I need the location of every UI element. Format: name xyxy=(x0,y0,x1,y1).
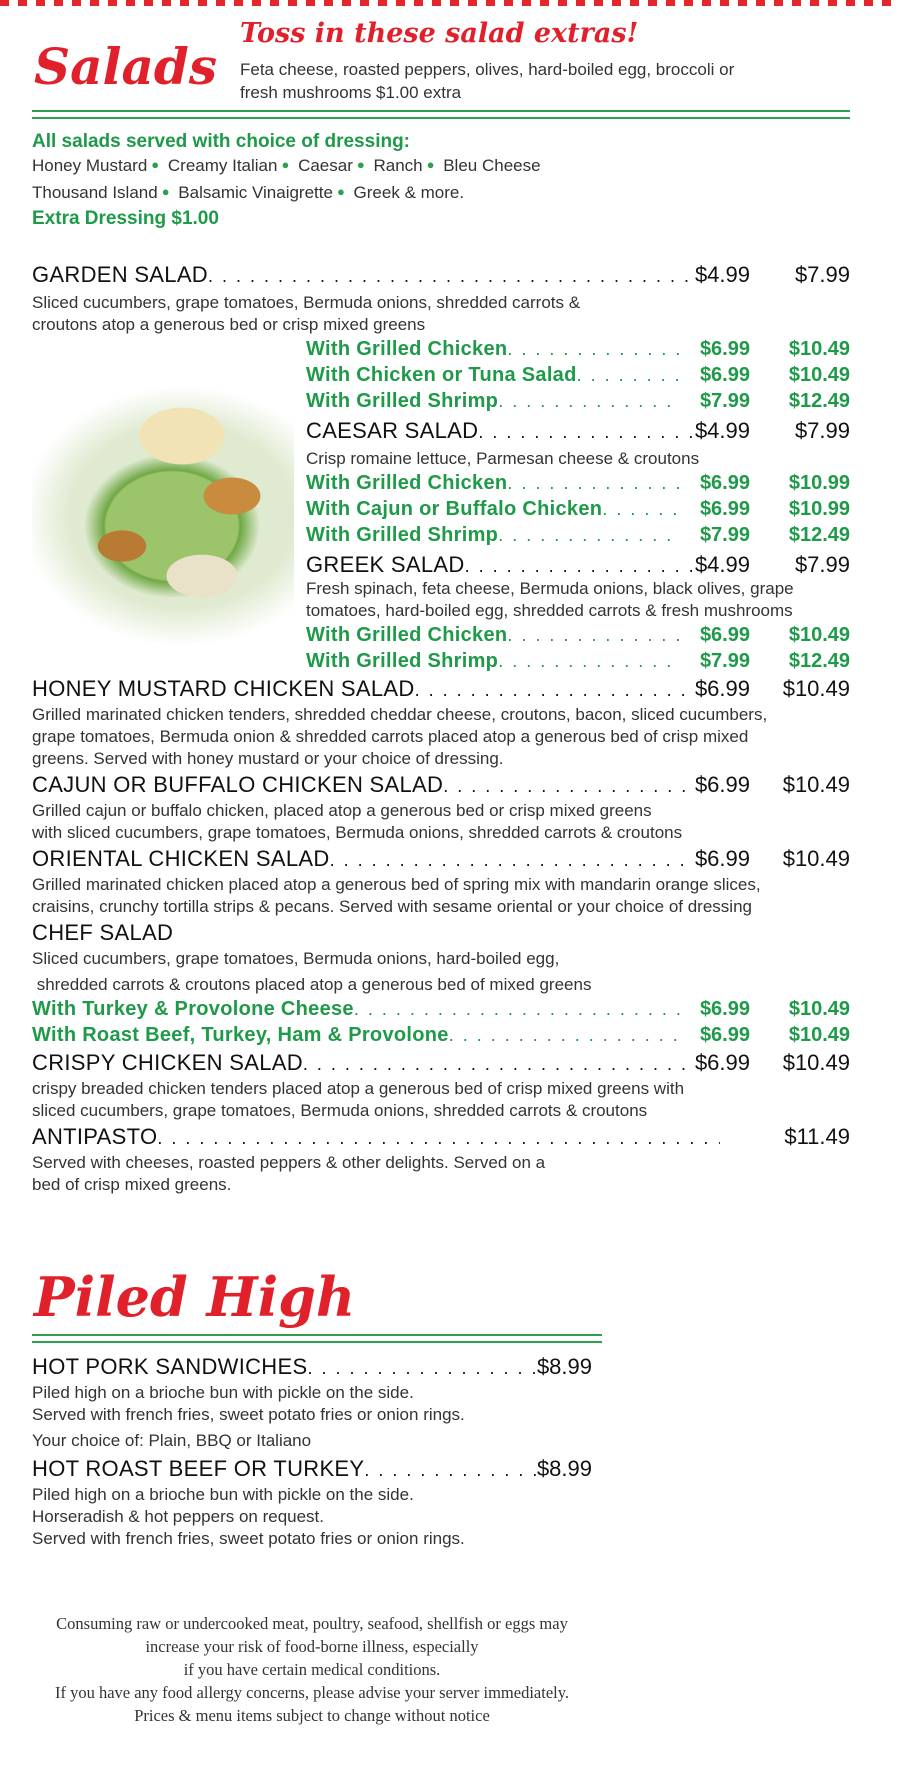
price-small: $6.99 xyxy=(699,364,750,386)
dot-leader xyxy=(507,473,680,494)
price-large: $10.49 xyxy=(782,676,850,701)
description-line: bed of crisp mixed greens. xyxy=(32,1175,232,1194)
disclaimer-line: Prices & menu items subject to change without notice xyxy=(134,1706,490,1725)
add-on-name: With Grilled Shrimp xyxy=(306,524,499,546)
dot-leader xyxy=(449,1025,680,1046)
price-large: $10.49 xyxy=(788,1024,850,1046)
disclaimer-line: if you have certain medical conditions. xyxy=(183,1660,441,1679)
dot-leader xyxy=(307,1358,537,1379)
price-large: $12.49 xyxy=(788,524,850,546)
item-description xyxy=(306,448,699,470)
item-name: GARDEN SALAD xyxy=(32,262,208,287)
dot-leader xyxy=(507,339,680,360)
price-small: $7.99 xyxy=(699,390,750,412)
section-rule xyxy=(32,1334,602,1343)
price: $8.99 xyxy=(536,1354,592,1379)
add-on-row xyxy=(32,998,850,1024)
dot-leader xyxy=(415,680,695,701)
price-small: $6.99 xyxy=(699,624,750,646)
menu-item-crispy-chicken-salad xyxy=(32,1050,850,1076)
dot-leader xyxy=(577,365,680,386)
item-name: GREEK SALAD xyxy=(306,552,465,577)
dot-leader xyxy=(498,651,680,672)
dot-leader xyxy=(364,1460,537,1481)
price-large: $10.49 xyxy=(782,846,850,871)
description-line: Served with french fries, sweet potato fries or onion rings. xyxy=(32,1405,465,1424)
description-line: greens. Served with honey mustard or your choice of dressing. xyxy=(32,749,504,768)
price-large: $10.49 xyxy=(788,998,850,1020)
menu-item-oriental-chicken-salad xyxy=(32,846,850,872)
price-large: $10.49 xyxy=(788,364,850,386)
price-large: $10.49 xyxy=(788,624,850,646)
menu-item-hot-roast-beef-turkey xyxy=(32,1456,592,1482)
description-line: Horseradish & hot peppers on request. xyxy=(32,1507,325,1526)
bullet-icon: ● xyxy=(161,184,170,199)
price-small: $4.99 xyxy=(694,262,750,287)
item-name: ORIENTAL CHICKEN SALAD xyxy=(32,846,330,871)
price-small: $6.99 xyxy=(699,998,750,1020)
dot-leader xyxy=(478,422,695,443)
price-large: $7.99 xyxy=(794,552,850,577)
add-on-row xyxy=(306,364,850,390)
description-line: with sliced cucumbers, grape tomatoes, Bermuda onions, shredded carrots & croutons xyxy=(32,823,683,842)
dot-leader xyxy=(507,625,680,646)
description-line: Served with cheeses, roasted peppers & other delights. Served on a xyxy=(32,1153,546,1172)
add-on-name: With Chicken or Tuna Salad xyxy=(306,364,577,386)
bullet-icon: ● xyxy=(336,184,345,199)
price-small: $7.99 xyxy=(699,524,750,546)
bullet-icon: ● xyxy=(356,157,365,172)
item-description xyxy=(32,800,682,844)
food-safety-disclaimer xyxy=(22,1612,602,1727)
dot-leader xyxy=(443,776,695,797)
dot-leader xyxy=(465,556,695,577)
description-line: Crisp romaine lettuce, Parmesan cheese & croutons xyxy=(306,449,700,468)
price-small: $6.99 xyxy=(694,1050,750,1075)
price-large: $10.49 xyxy=(782,1050,850,1075)
description-line: sliced cucumbers, grape tomatoes, Bermuda onions, shredded carrots & croutons xyxy=(32,1101,648,1120)
description-line: Served with french fries, sweet potato fries or onion rings. xyxy=(32,1529,465,1548)
item-name: HOT PORK SANDWICHES xyxy=(32,1354,308,1379)
top-dashed-border xyxy=(0,0,900,6)
price-large: $7.99 xyxy=(794,418,850,443)
item-name: CAESAR SALAD xyxy=(306,418,479,443)
menu-item-antipasto xyxy=(32,1124,850,1150)
add-on-name: With Cajun or Buffalo Chicken xyxy=(306,498,603,520)
menu-item-garden-salad xyxy=(32,262,850,288)
add-on-row xyxy=(32,1024,850,1050)
bullet-icon: ● xyxy=(281,157,290,172)
price-small: $7.99 xyxy=(699,650,750,672)
add-on-row xyxy=(306,650,850,676)
dressing-option: Balsamic Vinaigrette xyxy=(178,183,333,202)
item-description xyxy=(306,578,794,622)
menu-item-hot-pork-sandwiches xyxy=(32,1354,592,1380)
price-large: $11.49 xyxy=(784,1124,850,1149)
price-large: $12.49 xyxy=(788,390,850,412)
description-line: crispy breaded chicken tenders placed atop a generous bed of crisp mixed greens with xyxy=(32,1079,685,1098)
extra-dressing-price: Extra Dressing $1.00 xyxy=(32,208,219,229)
dot-leader xyxy=(498,391,680,412)
bullet-icon: ● xyxy=(151,157,160,172)
dressing-option: Honey Mustard xyxy=(32,156,148,175)
item-description xyxy=(32,948,591,996)
add-on-row xyxy=(306,390,850,416)
dressing-option: Greek & more. xyxy=(353,183,465,202)
dot-leader xyxy=(602,499,680,520)
description-line: grape tomatoes, Bermuda onion & shredded carrots placed atop a generous bed of crisp mixed xyxy=(32,727,749,746)
menu-item-chef-salad xyxy=(32,920,850,946)
item-description xyxy=(32,1484,465,1550)
price-small: $6.99 xyxy=(699,1024,750,1046)
dressing-list-2 xyxy=(32,183,464,203)
dressing-option: Creamy Italian xyxy=(167,156,278,175)
dot-leader xyxy=(208,266,695,287)
add-on-row xyxy=(306,624,850,650)
description-line: Sliced cucumbers, grape tomatoes, Bermuda onions, hard-boiled egg, xyxy=(32,949,560,968)
bullet-icon: ● xyxy=(426,157,435,172)
item-description xyxy=(32,1078,684,1122)
add-on-row xyxy=(306,472,850,498)
menu-item-caesar-salad xyxy=(306,418,850,444)
description-line: Your choice of: Plain, BBQ or Italiano xyxy=(32,1431,312,1450)
price-small: $6.99 xyxy=(699,338,750,360)
dot-leader xyxy=(330,850,695,871)
price-large: $7.99 xyxy=(794,262,850,287)
price-large: $10.49 xyxy=(788,338,850,360)
item-description xyxy=(32,1382,465,1452)
dressing-option: Ranch xyxy=(373,156,423,175)
dressing-option: Bleu Cheese xyxy=(443,156,541,175)
description-line: Piled high on a brioche bun with pickle on the side. xyxy=(32,1485,414,1504)
description-line: croutons atop a generous bed or crisp mixed greens xyxy=(32,315,426,334)
price-small: $6.99 xyxy=(699,498,750,520)
add-on-name: With Grilled Shrimp xyxy=(306,390,499,412)
disclaimer-line: Consuming raw or undercooked meat, poultry, seafood, shellfish or eggs may xyxy=(56,1614,568,1633)
extras-text: Feta cheese, roasted peppers, olives, hard-boiled egg, broccoli or fresh mushrooms $1.00 extra xyxy=(240,60,735,102)
description-line: Grilled marinated chicken placed atop a generous bed of spring mix with mandarin orange slices, xyxy=(32,875,761,894)
description-line: Grilled cajun or buffalo chicken, placed atop a generous bed or crisp mixed greens xyxy=(32,801,652,820)
price-small: $6.99 xyxy=(694,676,750,701)
add-on-name: With Grilled Chicken xyxy=(306,624,508,646)
add-on-name: With Grilled Chicken xyxy=(306,472,508,494)
item-name: CAJUN OR BUFFALO CHICKEN SALAD xyxy=(32,772,444,797)
add-on-name: With Roast Beef, Turkey, Ham & Provolone xyxy=(32,1024,449,1046)
item-name: HONEY MUSTARD CHICKEN SALAD xyxy=(32,676,415,701)
add-on-name: With Grilled Shrimp xyxy=(306,650,499,672)
dot-leader xyxy=(498,525,680,546)
disclaimer-line: increase your risk of food-borne illness, especially xyxy=(145,1637,479,1656)
price-large: $12.49 xyxy=(788,650,850,672)
item-description xyxy=(32,874,761,918)
dressing-list-1 xyxy=(32,156,541,176)
add-on-row xyxy=(306,498,850,524)
piled-high-title: Piled High xyxy=(34,1265,356,1329)
salads-title: Salads xyxy=(34,37,218,96)
price-large: $10.99 xyxy=(788,498,850,520)
description-line: tomatoes, hard-boiled egg, shredded carrots & fresh mushrooms xyxy=(306,601,793,620)
disclaimer-line: If you have any food allergy concerns, please advise your server immediately. xyxy=(54,1683,570,1702)
add-on-name: With Turkey & Provolone Cheese xyxy=(32,998,354,1020)
dressing-option: Caesar xyxy=(298,156,353,175)
description-line: Fresh spinach, feta cheese, Bermuda onions, black olives, grape xyxy=(306,579,794,598)
price-large: $10.49 xyxy=(782,772,850,797)
price-small: $4.99 xyxy=(694,552,750,577)
dot-leader xyxy=(303,1054,695,1075)
description-line: Grilled marinated chicken tenders, shredded cheddar cheese, croutons, bacon, sliced cucumbers, xyxy=(32,705,768,724)
price-small: $6.99 xyxy=(694,772,750,797)
item-name: CHEF SALAD xyxy=(32,920,174,945)
menu-item-honey-mustard-chicken-salad xyxy=(32,676,850,702)
extras-title: Toss in these salad extras! xyxy=(240,18,639,49)
dressing-option: Thousand Island xyxy=(32,183,158,202)
item-description xyxy=(32,704,767,770)
caesar-salad-photo xyxy=(32,346,294,664)
description-line: Sliced cucumbers, grape tomatoes, Bermuda onions, shredded carrots & xyxy=(32,293,581,312)
item-name: HOT ROAST BEEF OR TURKEY xyxy=(32,1456,365,1481)
price-small: $6.99 xyxy=(699,472,750,494)
item-name: CRISPY CHICKEN SALAD xyxy=(32,1050,303,1075)
dot-leader xyxy=(157,1128,720,1149)
price: $8.99 xyxy=(536,1456,592,1481)
price-small: $4.99 xyxy=(694,418,750,443)
price-large: $10.99 xyxy=(788,472,850,494)
menu-item-greek-salad xyxy=(306,552,850,578)
add-on-row xyxy=(306,524,850,550)
dressing-heading: All salads served with choice of dressing: xyxy=(32,131,411,152)
add-on-name: With Grilled Chicken xyxy=(306,338,508,360)
description-line: Piled high on a brioche bun with pickle on the side. xyxy=(32,1383,414,1402)
description-line: shredded carrots & croutons placed atop a generous bed of mixed greens xyxy=(32,975,592,994)
add-on-row xyxy=(306,338,850,364)
item-description xyxy=(32,1152,545,1196)
section-rule xyxy=(32,110,850,119)
dot-leader xyxy=(354,999,680,1020)
item-name: ANTIPASTO xyxy=(32,1124,158,1149)
description-line: craisins, crunchy tortilla strips & pecans. Served with sesame oriental or your choice of dressing xyxy=(32,897,752,916)
price-small: $6.99 xyxy=(694,846,750,871)
item-description xyxy=(32,292,580,336)
menu-item-cajun-buffalo-chicken-salad xyxy=(32,772,850,798)
